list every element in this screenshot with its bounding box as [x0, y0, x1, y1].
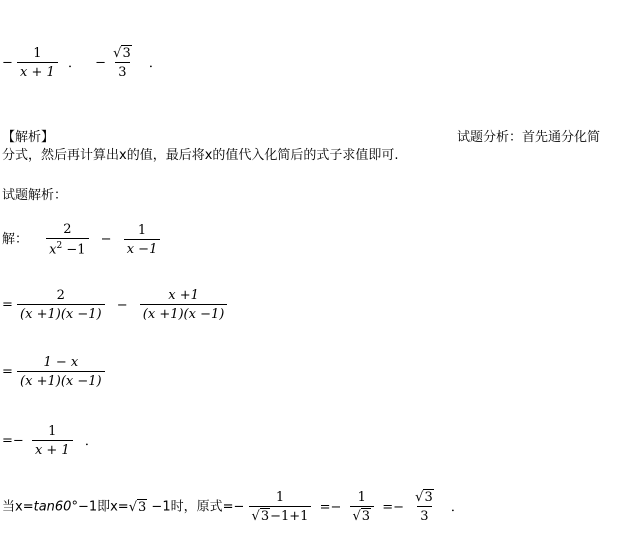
- step3-fraction: $\frac{1 - x}{(x +1)(x -1)}$: [17, 355, 105, 389]
- final-fraction-1: $\frac{1}{√3-1+1}$: [249, 490, 312, 524]
- minus-op: −: [116, 297, 128, 313]
- step1-fraction-b: $\frac{1}{x -1}$: [124, 223, 161, 257]
- step4-fraction: $\frac{1}{x + 1}$: [32, 424, 73, 458]
- final-text-3: −1时，原式=−: [151, 499, 245, 515]
- step-2: [2, 288, 227, 322]
- equals: =: [2, 297, 13, 313]
- final-fraction-2: $\frac{1}{√3}$: [350, 490, 375, 524]
- final-text-1: 当x=: [2, 499, 34, 515]
- analysis-intro-line2: 分式，然后再计算出x的值，最后将x的值代入化简后的式子求值即可.: [2, 148, 399, 163]
- separator-dot: ．: [67, 55, 81, 71]
- minus-op: −: [100, 232, 112, 248]
- end-dot: ．: [148, 55, 162, 71]
- equals: =−: [2, 433, 24, 449]
- final-fraction-3: $\frac{√3}{3}$: [415, 490, 433, 524]
- minus-sign: −: [2, 55, 13, 71]
- analysis-intro-right: 试题分析：首先通分化简: [457, 130, 601, 145]
- final-text-2: −1即x=: [77, 499, 129, 515]
- answer-line: [2, 46, 162, 80]
- sqrt-3-inline: √3: [128, 499, 147, 515]
- step2-fraction-b: $\frac{x +1}{(x +1)(x -1)}$: [140, 288, 228, 322]
- step-1: [2, 222, 160, 257]
- answer-fraction-1: $\frac{1}{x + 1}$: [17, 46, 58, 80]
- analysis-header: 【解析】: [2, 130, 55, 145]
- jie-label: 解：: [2, 232, 29, 248]
- answer-fraction-2: $\frac{√3}{3}$: [113, 46, 131, 80]
- step-3: [2, 355, 105, 389]
- tan-value: tan60°: [33, 499, 78, 515]
- final-line: 当x=tan60°−1即x=√3 −1时，原式=− $\frac{1}{√3-1+1}$ =− $\frac{1}{√3}$ =− $\frac{√3}{3}$ ．: [2, 490, 464, 524]
- step1-fraction-a: $\frac{2}{x^2 -1}$: [46, 222, 88, 257]
- equals: =: [2, 364, 13, 380]
- sqrt-3: √3: [113, 46, 131, 61]
- solution-label: 试题解析：: [2, 188, 68, 203]
- step-4: [2, 424, 98, 458]
- end-dot: ．: [84, 433, 98, 449]
- step2-fraction-a: $\frac{2}{(x +1)(x -1)}$: [17, 288, 105, 322]
- minus-sign-2: −: [95, 55, 107, 71]
